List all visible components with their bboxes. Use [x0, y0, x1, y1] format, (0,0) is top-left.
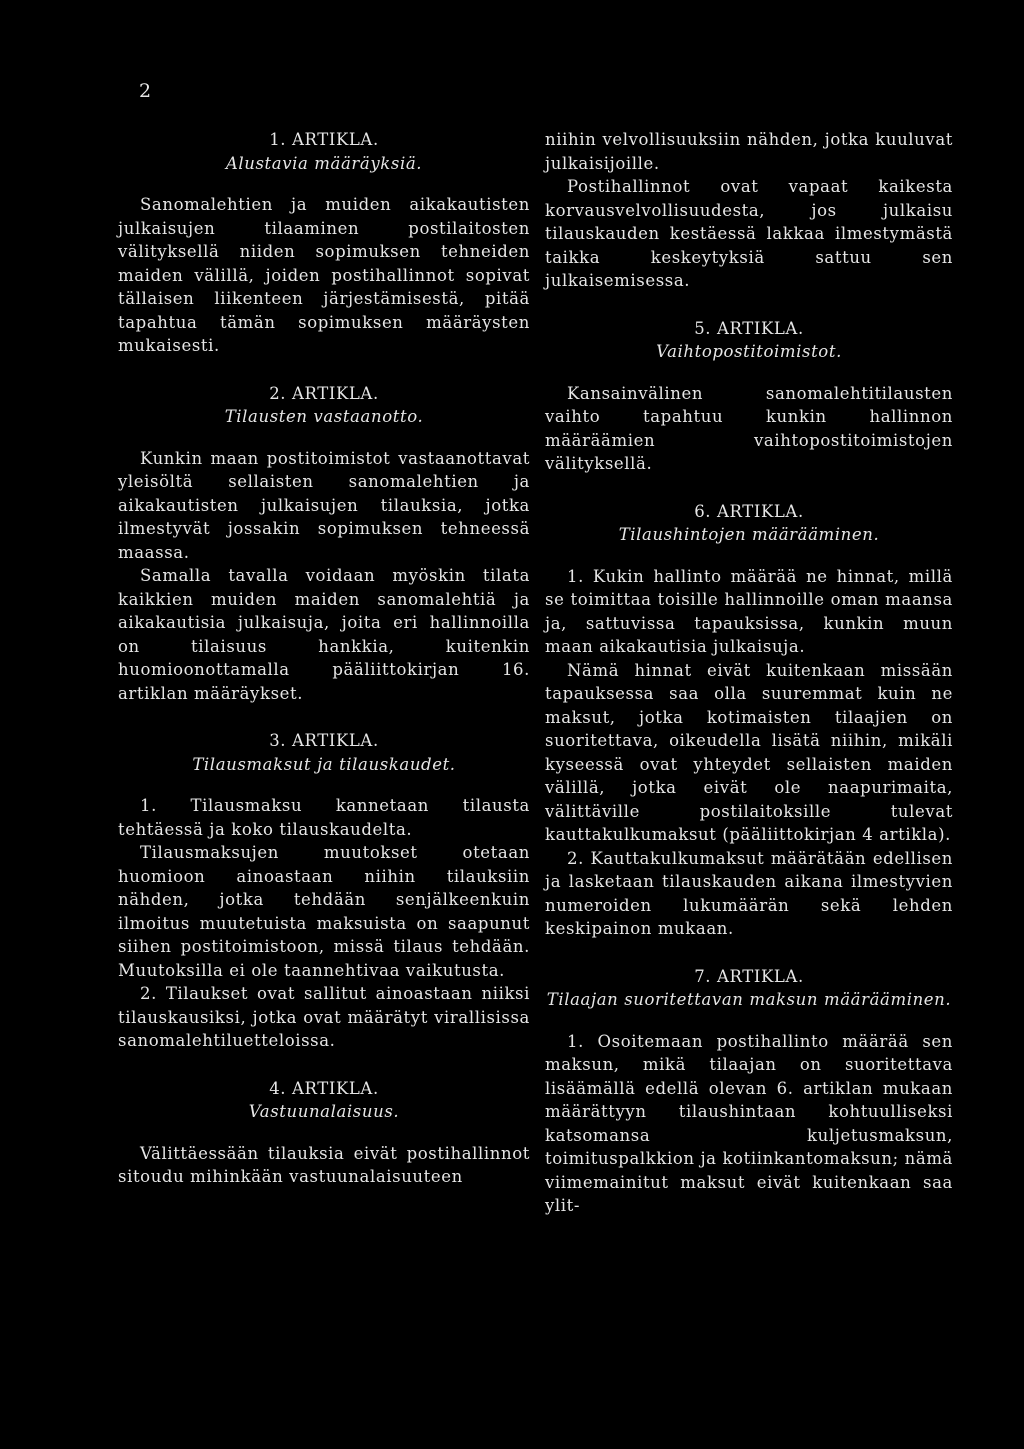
article-5 — [545, 317, 953, 476]
article-1 — [118, 128, 530, 358]
paragraph: 1. Tilausmaksu kannetaan tilausta tehtäessä ja koko tilauskaudelta. — [118, 796, 530, 839]
paragraph: Välittäessään tilauksia eivät postihallinnot sitoudu mihinkään vastuunalaisuuteen — [118, 1143, 530, 1186]
article-4-continued — [545, 128, 953, 293]
paragraph: Postihallinnot ovat vapaat kaikesta korvausvelvollisuudesta, jos julkaisu tilauskauden kestäessä lakkaa ilmestymästä taikka keskeytyksiä sattuu sen julkaisemisessa. — [545, 177, 953, 290]
article-7 — [545, 965, 953, 1218]
paragraph: Kansainvälinen sanomalehtitilausten vaihto tapahtuu kunkin hallinnon määräämien vaihtopostitoimistojen välityksellä. — [545, 383, 953, 473]
paragraph: Tilausmaksujen muutokset otetaan huomioon ainoastaan niihin tilauksiin nähden, jotka tehdään senjälkeenkuin ilmoitus muutetuista maksuista on saapunut siihen postitoimistoon, missä tilaus tehdään. Muutoksilla ei ole taannehtivaa vaikutusta. — [118, 843, 530, 980]
article-3 — [118, 729, 530, 1053]
article-subtitle: Tilaajan suoritettavan maksun määrääminen. — [546, 990, 952, 1009]
article-4 — [118, 1077, 530, 1189]
article-heading: 6. ARTIKLA. — [694, 501, 804, 521]
paragraph: Sanomalehtien ja muiden aikakautisten julkaisujen tilaaminen postilaitosten välityksellä niiden sopimuksen tehneiden maiden välillä, joiden postihallinnot sopivat tällaisen liikenteen järjestämisestä, pitää tapahtua tämän sopimuksen määräysten mukaisesti. — [118, 195, 530, 355]
article-subtitle: Tilausmaksut ja tilauskaudet. — [192, 754, 456, 774]
article-6 — [545, 500, 953, 941]
article-2 — [118, 382, 530, 706]
article-heading: 3. ARTIKLA. — [269, 731, 379, 750]
paragraph: 1. Kukin hallinto määrää ne hinnat, millä se toimittaa toisille hallinnoille oman maansa ja, sattuvissa tapauksissa, kunkin muun maan aikakautisia julkaisuja. — [545, 566, 953, 656]
paragraph: niihin velvollisuuksiin nähden, jotka kuuluvat julkaisijoille. — [545, 130, 953, 173]
paragraph: 2. Tilaukset ovat sallitut ainoastaan niiksi tilauskausiksi, jotka ovat määrätyt virallisissa sanomalehtiluetteloissa. — [118, 984, 530, 1050]
article-subtitle: Vastuunalaisuus. — [248, 1102, 400, 1121]
article-heading: 4. ARTIKLA. — [269, 1078, 379, 1098]
article-subtitle: Alustavia määräyksiä. — [225, 153, 423, 173]
paragraph: 1. Osoitemaan postihallinto määrää sen maksun, mikä tilaajan on suoritettava lisäämällä edellä olevan 6. artiklan mukaan määrättyyn tilaushintaan kohtuulliseksi katsomansa kuljetusmaksun, toimituspalkkion ja kotiinkantomaksun; nämä viimemainitut maksut eivät kuitenkaan saa ylit- — [545, 1031, 953, 1215]
article-heading: 2. ARTIKLA. — [269, 383, 379, 403]
article-subtitle: Tilausten vastaanotto. — [224, 407, 424, 426]
article-heading: 1. ARTIKLA. — [269, 130, 379, 149]
paragraph: 2. Kauttakulkumaksut määrätään edellisen ja lasketaan tilauskauden aikana ilmestyvien numeroiden lukumäärän sekä lehden keskipainon mukaan. — [545, 848, 953, 938]
paragraph: Nämä hinnat eivät kuitenkaan missään tapauksessa saa olla suuremmat kuin ne maksut, jotka kotimaisten tilaajien on suoritettava, oikeudella lisätä niihin, mikäli kyseessä ovat yhteydet sellaisten maiden välillä, jotka eivät ole naapurimaita, välittäville postilaitoksille tulevat kauttakulkumaksut (pääliittokirjan 4 artikla). — [545, 660, 953, 844]
article-subtitle: Vaihtopostitoimistot. — [656, 342, 842, 361]
left-column — [118, 128, 530, 1189]
article-heading: 5. ARTIKLA. — [694, 318, 804, 338]
page-number: 2 — [138, 80, 152, 102]
article-subtitle: Tilaushintojen määrääminen. — [618, 525, 880, 544]
paragraph: Samalla tavalla voidaan myöskin tilata kaikkien muiden maiden sanomalehtiä ja aikakautisia julkaisuja, joita eri hallinnoilla on tilaisuus hankkia, kuitenkin huomioonottamalla pääliittokirjan 16. artiklan määräykset. — [118, 566, 530, 703]
article-heading: 7. ARTIKLA. — [694, 966, 804, 986]
right-column — [545, 128, 953, 1218]
paragraph: Kunkin maan postitoimistot vastaanottavat yleisöltä sellaisten sanomalehtien ja aikakautisten julkaisujen tilauksia, jotka ilmestyvät jossakin sopimuksen tehneessä maassa. — [118, 448, 530, 562]
